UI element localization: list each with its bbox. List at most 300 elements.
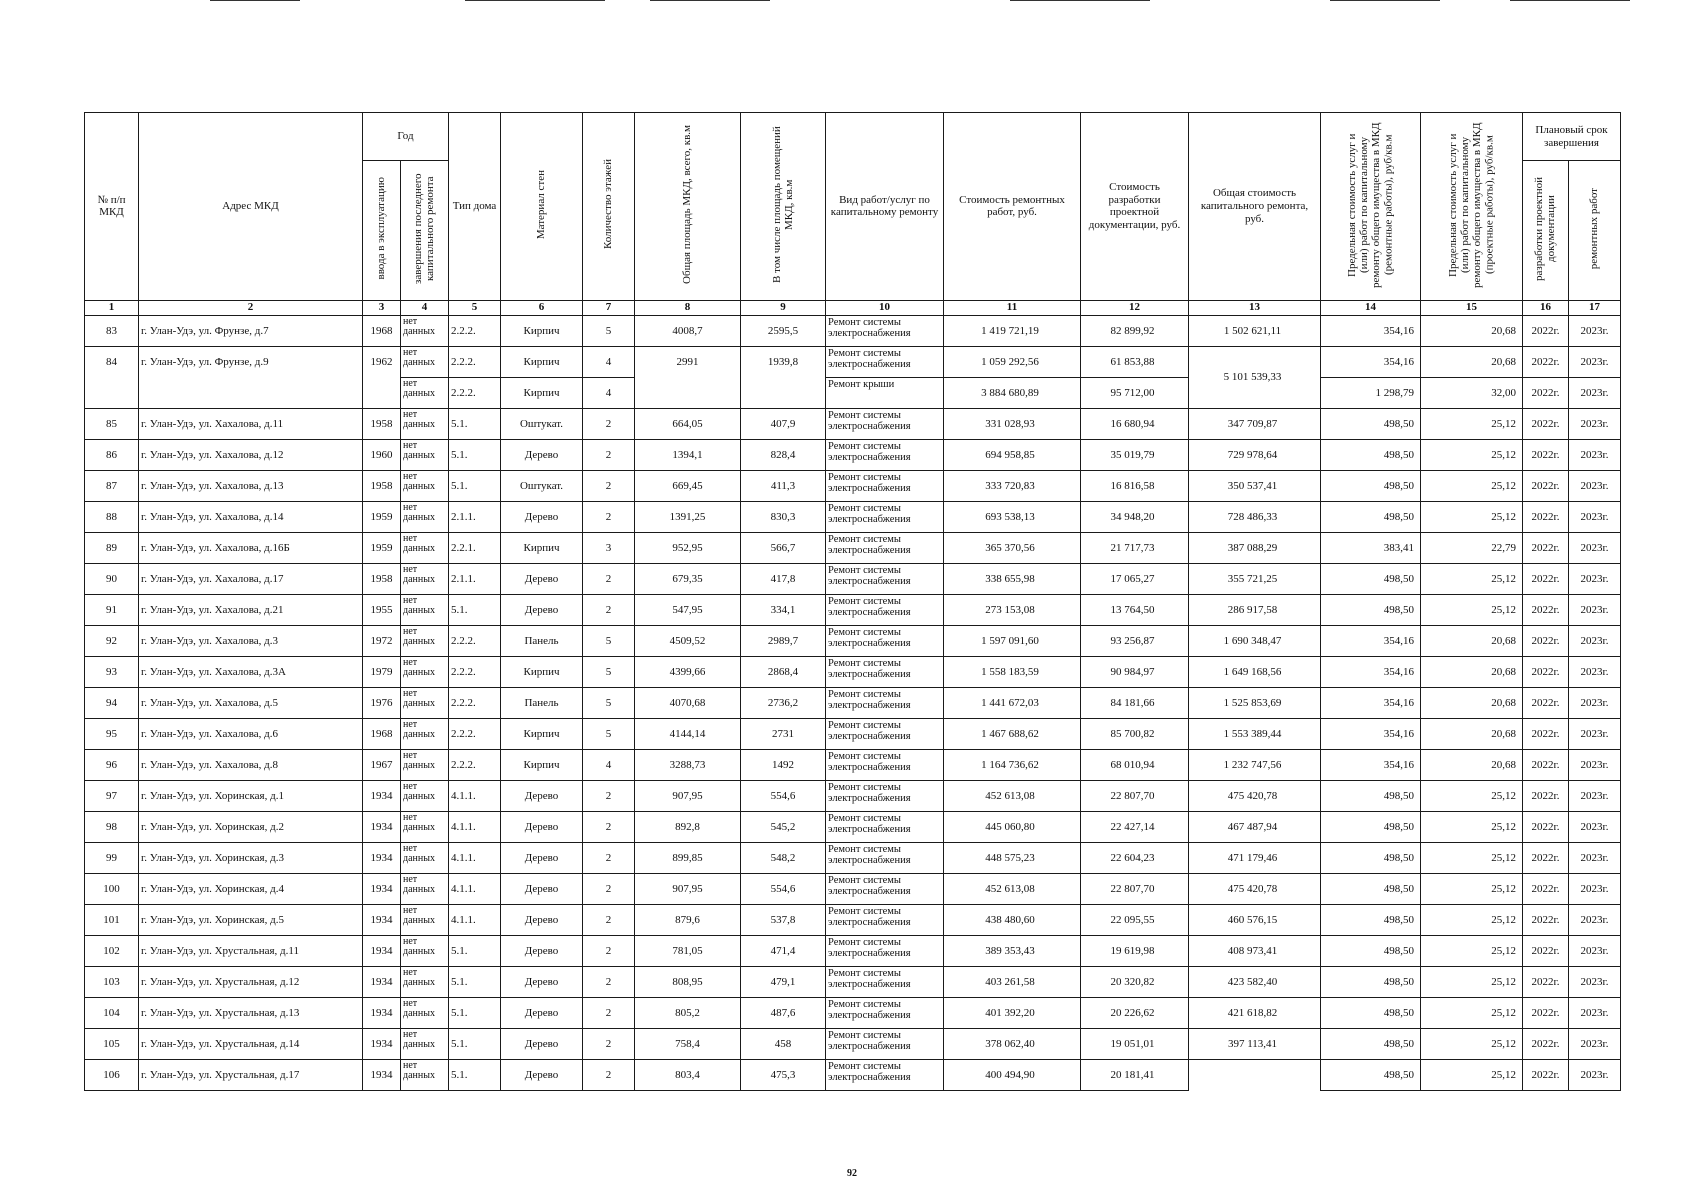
row-address: г. Улан-Удэ, ул. Хоринская, д.5 <box>139 904 363 935</box>
row-work-type: Ремонт системы электроснабжения <box>826 346 944 377</box>
row-wall-material: Дерево <box>501 811 583 842</box>
row-limit-repair: 498,50 <box>1321 594 1421 625</box>
row-limit-design: 25,12 <box>1421 935 1523 966</box>
row-deadline-design: 2022г. <box>1523 563 1569 594</box>
column-number: 14 <box>1321 300 1421 315</box>
row-year-last-repair: нет данных <box>401 470 449 501</box>
row-design-cost: 85 700,82 <box>1081 718 1189 749</box>
row-year-commission: 1960 <box>363 439 401 470</box>
row-design-cost: 22 807,70 <box>1081 873 1189 904</box>
row-work-type: Ремонт системы электроснабжения <box>826 408 944 439</box>
row-year-last-repair: нет данных <box>401 532 449 563</box>
row-year-last-repair: нет данных <box>401 408 449 439</box>
row-year-commission: 1934 <box>363 935 401 966</box>
column-number: 6 <box>501 300 583 315</box>
row-design-cost: 34 948,20 <box>1081 501 1189 532</box>
table-row <box>85 625 1621 656</box>
row-address: г. Улан-Удэ, ул. Хоринская, д.3 <box>139 842 363 873</box>
row-total-area: 4399,66 <box>635 656 741 687</box>
row-total-cost: 347 709,87 <box>1189 408 1321 439</box>
table-row <box>85 904 1621 935</box>
row-address: г. Улан-Удэ, ул. Хахалова, д.14 <box>139 501 363 532</box>
row-limit-design: 32,00 <box>1421 377 1523 408</box>
row-number: 86 <box>85 439 139 470</box>
row-deadline-design: 2022г. <box>1523 873 1569 904</box>
row-floors: 2 <box>583 811 635 842</box>
row-floors: 4 <box>583 377 635 408</box>
row-total-area: 803,4 <box>635 1059 741 1090</box>
row-year-commission: 1958 <box>363 470 401 501</box>
row-year-commission: 1934 <box>363 842 401 873</box>
header-year-group: Год <box>363 113 449 161</box>
column-number: 17 <box>1569 300 1621 315</box>
row-total-area: 664,05 <box>635 408 741 439</box>
row-house-type: 5.1. <box>449 408 501 439</box>
table-row <box>85 346 1621 377</box>
row-repair-cost: 1 558 183,59 <box>944 656 1081 687</box>
row-premises-area: 407,9 <box>741 408 826 439</box>
row-address: г. Улан-Удэ, ул. Хрустальная, д.14 <box>139 1028 363 1059</box>
row-number: 99 <box>85 842 139 873</box>
row-address: г. Улан-Удэ, ул. Хахалова, д.21 <box>139 594 363 625</box>
row-work-type: Ремонт системы электроснабжения <box>826 966 944 997</box>
row-total-area: 3288,73 <box>635 749 741 780</box>
row-wall-material: Кирпич <box>501 718 583 749</box>
row-total-area: 899,85 <box>635 842 741 873</box>
row-house-type: 5.1. <box>449 470 501 501</box>
row-total-cost <box>1189 1059 1321 1090</box>
row-work-type: Ремонт системы электроснабжения <box>826 594 944 625</box>
row-number: 96 <box>85 749 139 780</box>
row-number: 103 <box>85 966 139 997</box>
row-premises-area: 487,6 <box>741 997 826 1028</box>
row-house-type: 5.1. <box>449 966 501 997</box>
row-limit-design: 25,12 <box>1421 811 1523 842</box>
row-total-area: 805,2 <box>635 997 741 1028</box>
row-premises-area: 2736,2 <box>741 687 826 718</box>
row-number: 104 <box>85 997 139 1028</box>
row-total-cost: 350 537,41 <box>1189 470 1321 501</box>
row-deadline-repair: 2023г. <box>1569 346 1621 377</box>
row-address: г. Улан-Удэ, ул. Хрустальная, д.13 <box>139 997 363 1028</box>
row-year-last-repair: нет данных <box>401 904 449 935</box>
row-deadline-design: 2022г. <box>1523 656 1569 687</box>
row-design-cost: 20 320,82 <box>1081 966 1189 997</box>
row-floors: 4 <box>583 346 635 377</box>
row-repair-cost: 338 655,98 <box>944 563 1081 594</box>
row-repair-cost: 445 060,80 <box>944 811 1081 842</box>
row-work-type: Ремонт системы электроснабжения <box>826 501 944 532</box>
row-work-type: Ремонт системы электроснабжения <box>826 656 944 687</box>
row-floors: 5 <box>583 656 635 687</box>
row-limit-design: 20,68 <box>1421 749 1523 780</box>
row-deadline-design: 2022г. <box>1523 842 1569 873</box>
row-design-cost: 68 010,94 <box>1081 749 1189 780</box>
row-total-cost: 408 973,41 <box>1189 935 1321 966</box>
row-total-cost: 387 088,29 <box>1189 532 1321 563</box>
row-year-last-repair: нет данных <box>401 563 449 594</box>
row-number: 85 <box>85 408 139 439</box>
row-total-cost: 1 553 389,44 <box>1189 718 1321 749</box>
row-year-commission: 1968 <box>363 315 401 346</box>
header-deadline-design: разработки проектной документации <box>1523 161 1569 301</box>
row-year-last-repair: нет данных <box>401 780 449 811</box>
row-limit-design: 25,12 <box>1421 997 1523 1028</box>
row-year-last-repair: нет данных <box>401 656 449 687</box>
column-number: 16 <box>1523 300 1569 315</box>
row-design-cost: 95 712,00 <box>1081 377 1189 408</box>
row-wall-material: Дерево <box>501 1059 583 1090</box>
row-wall-material: Дерево <box>501 997 583 1028</box>
row-design-cost: 22 427,14 <box>1081 811 1189 842</box>
row-house-type: 4.1.1. <box>449 842 501 873</box>
row-year-commission: 1959 <box>363 501 401 532</box>
row-deadline-repair: 2023г. <box>1569 532 1621 563</box>
row-total-area: 4008,7 <box>635 315 741 346</box>
row-limit-design: 25,12 <box>1421 780 1523 811</box>
row-number: 92 <box>85 625 139 656</box>
row-premises-area: 1939,8 <box>741 346 826 377</box>
table-row <box>85 594 1621 625</box>
row-wall-material: Дерево <box>501 966 583 997</box>
row-wall-material: Кирпич <box>501 346 583 377</box>
row-deadline-design: 2022г. <box>1523 501 1569 532</box>
header-deadline-group: Плановый срок завершения <box>1523 113 1621 161</box>
row-total-cost: 5 101 539,33 <box>1189 346 1321 408</box>
row-address: г. Улан-Удэ, ул. Хахалова, д.16Б <box>139 532 363 563</box>
row-house-type: 2.2.2. <box>449 656 501 687</box>
row-repair-cost: 693 538,13 <box>944 501 1081 532</box>
row-total-cost: 397 113,41 <box>1189 1028 1321 1059</box>
header-year-commission: ввода в эксплуатацию <box>363 161 401 301</box>
row-premises-area: 537,8 <box>741 904 826 935</box>
row-repair-cost: 452 613,08 <box>944 873 1081 904</box>
row-deadline-design: 2022г. <box>1523 935 1569 966</box>
row-house-type: 5.1. <box>449 1028 501 1059</box>
row-year-commission: 1958 <box>363 563 401 594</box>
table-row <box>85 966 1621 997</box>
row-year-commission: 1958 <box>363 408 401 439</box>
row-wall-material: Дерево <box>501 873 583 904</box>
row-design-cost: 13 764,50 <box>1081 594 1189 625</box>
header-repair-cost: Стоимость ремонтных работ, руб. <box>944 113 1081 301</box>
row-year-commission: 1959 <box>363 532 401 563</box>
row-design-cost: 82 899,92 <box>1081 315 1189 346</box>
column-number: 3 <box>363 300 401 315</box>
row-repair-cost: 1 059 292,56 <box>944 346 1081 377</box>
row-year-last-repair: нет данных <box>401 501 449 532</box>
row-number: 94 <box>85 687 139 718</box>
table-row <box>85 532 1621 563</box>
table-row <box>85 470 1621 501</box>
row-limit-design: 25,12 <box>1421 594 1523 625</box>
row-address: г. Улан-Удэ, ул. Хахалова, д.17 <box>139 563 363 594</box>
row-premises-area: 554,6 <box>741 780 826 811</box>
row-address: г. Улан-Удэ, ул. Хахалова, д.5 <box>139 687 363 718</box>
row-limit-design: 25,12 <box>1421 1028 1523 1059</box>
row-floors: 2 <box>583 842 635 873</box>
row-address: г. Улан-Удэ, ул. Хрустальная, д.17 <box>139 1059 363 1090</box>
row-deadline-repair: 2023г. <box>1569 997 1621 1028</box>
row-house-type: 2.2.2. <box>449 315 501 346</box>
row-total-area: 892,8 <box>635 811 741 842</box>
table-header <box>85 113 1621 316</box>
row-repair-cost: 3 884 680,89 <box>944 377 1081 408</box>
table-row <box>85 842 1621 873</box>
row-year-last-repair: нет данных <box>401 935 449 966</box>
row-year-last-repair: нет данных <box>401 873 449 904</box>
row-limit-repair: 498,50 <box>1321 501 1421 532</box>
row-floors: 2 <box>583 408 635 439</box>
row-deadline-design: 2022г. <box>1523 594 1569 625</box>
row-work-type: Ремонт системы электроснабжения <box>826 749 944 780</box>
row-total-cost: 1 502 621,11 <box>1189 315 1321 346</box>
row-total-area: 907,95 <box>635 780 741 811</box>
row-deadline-repair: 2023г. <box>1569 718 1621 749</box>
row-house-type: 2.2.2. <box>449 346 501 377</box>
row-premises-area: 545,2 <box>741 811 826 842</box>
row-limit-design: 20,68 <box>1421 625 1523 656</box>
row-year-last-repair: нет данных <box>401 1028 449 1059</box>
row-premises-area: 830,3 <box>741 501 826 532</box>
row-total-area: 907,95 <box>635 873 741 904</box>
row-repair-cost: 365 370,56 <box>944 532 1081 563</box>
row-number: 105 <box>85 1028 139 1059</box>
row-work-type: Ремонт системы электроснабжения <box>826 532 944 563</box>
row-floors: 2 <box>583 1059 635 1090</box>
row-total-cost: 355 721,25 <box>1189 563 1321 594</box>
row-design-cost: 17 065,27 <box>1081 563 1189 594</box>
table-row <box>85 377 1621 408</box>
row-limit-repair: 354,16 <box>1321 625 1421 656</box>
header-address: Адрес МКД <box>139 113 363 301</box>
row-limit-design: 25,12 <box>1421 563 1523 594</box>
row-house-type: 5.1. <box>449 594 501 625</box>
row-repair-cost: 438 480,60 <box>944 904 1081 935</box>
row-address <box>139 377 363 408</box>
column-number: 10 <box>826 300 944 315</box>
row-house-type: 2.1.1. <box>449 563 501 594</box>
row-deadline-repair: 2023г. <box>1569 1028 1621 1059</box>
row-design-cost: 22 095,55 <box>1081 904 1189 935</box>
row-floors: 5 <box>583 315 635 346</box>
table-row <box>85 408 1621 439</box>
row-year-last-repair: нет данных <box>401 1059 449 1090</box>
row-premises-area: 2595,5 <box>741 315 826 346</box>
row-premises-area: 566,7 <box>741 532 826 563</box>
row-deadline-design: 2022г. <box>1523 470 1569 501</box>
row-total-cost: 460 576,15 <box>1189 904 1321 935</box>
table-row <box>85 997 1621 1028</box>
row-house-type: 2.2.2. <box>449 718 501 749</box>
row-total-area: 4070,68 <box>635 687 741 718</box>
row-deadline-repair: 2023г. <box>1569 408 1621 439</box>
row-floors: 2 <box>583 1028 635 1059</box>
row-total-cost: 471 179,46 <box>1189 842 1321 873</box>
row-wall-material: Кирпич <box>501 656 583 687</box>
row-limit-design: 25,12 <box>1421 1059 1523 1090</box>
row-number: 106 <box>85 1059 139 1090</box>
row-limit-repair: 1 298,79 <box>1321 377 1421 408</box>
row-limit-design: 25,12 <box>1421 904 1523 935</box>
column-number: 7 <box>583 300 635 315</box>
row-floors: 2 <box>583 439 635 470</box>
header-premises-area: В том числе площадь помещений МКД, кв.м <box>741 113 826 301</box>
row-deadline-repair: 2023г. <box>1569 377 1621 408</box>
row-work-type: Ремонт системы электроснабжения <box>826 563 944 594</box>
row-limit-repair: 354,16 <box>1321 315 1421 346</box>
row-number: 98 <box>85 811 139 842</box>
row-year-commission: 1934 <box>363 1059 401 1090</box>
row-number <box>85 377 139 408</box>
row-premises-area: 479,1 <box>741 966 826 997</box>
row-work-type: Ремонт системы электроснабжения <box>826 315 944 346</box>
header-column-numbers <box>85 300 1621 315</box>
row-year-last-repair: нет данных <box>401 377 449 408</box>
row-premises-area: 471,4 <box>741 935 826 966</box>
header-deadline-repair: ремонтных работ <box>1569 161 1621 301</box>
column-number: 11 <box>944 300 1081 315</box>
row-design-cost: 20 181,41 <box>1081 1059 1189 1090</box>
row-design-cost: 90 984,97 <box>1081 656 1189 687</box>
row-repair-cost: 1 467 688,62 <box>944 718 1081 749</box>
row-floors: 5 <box>583 625 635 656</box>
row-repair-cost: 1 164 736,62 <box>944 749 1081 780</box>
row-deadline-repair: 2023г. <box>1569 470 1621 501</box>
row-design-cost: 22 807,70 <box>1081 780 1189 811</box>
row-limit-repair: 498,50 <box>1321 1059 1421 1090</box>
row-deadline-design: 2022г. <box>1523 997 1569 1028</box>
row-deadline-design: 2022г. <box>1523 532 1569 563</box>
row-premises-area: 458 <box>741 1028 826 1059</box>
row-limit-repair: 498,50 <box>1321 842 1421 873</box>
row-deadline-repair: 2023г. <box>1569 966 1621 997</box>
row-house-type: 5.1. <box>449 997 501 1028</box>
row-number: 102 <box>85 935 139 966</box>
row-deadline-repair: 2023г. <box>1569 625 1621 656</box>
row-address: г. Улан-Удэ, ул. Хахалова, д.3А <box>139 656 363 687</box>
row-year-commission: 1962 <box>363 346 401 377</box>
header-total-cost: Общая стоимость капитального ремонта, руб. <box>1189 113 1321 301</box>
row-floors: 5 <box>583 687 635 718</box>
row-deadline-design: 2022г. <box>1523 377 1569 408</box>
row-repair-cost: 448 575,23 <box>944 842 1081 873</box>
row-total-cost: 286 917,58 <box>1189 594 1321 625</box>
row-total-cost: 1 232 747,56 <box>1189 749 1321 780</box>
row-number: 87 <box>85 470 139 501</box>
row-number: 100 <box>85 873 139 904</box>
row-wall-material: Кирпич <box>501 532 583 563</box>
row-year-commission: 1934 <box>363 904 401 935</box>
row-house-type: 4.1.1. <box>449 811 501 842</box>
row-year-commission: 1967 <box>363 749 401 780</box>
row-work-type: Ремонт системы электроснабжения <box>826 1028 944 1059</box>
row-design-cost: 16 680,94 <box>1081 408 1189 439</box>
row-total-cost: 1 690 348,47 <box>1189 625 1321 656</box>
row-total-cost: 1 649 168,56 <box>1189 656 1321 687</box>
row-address: г. Улан-Удэ, ул. Хахалова, д.3 <box>139 625 363 656</box>
row-work-type: Ремонт системы электроснабжения <box>826 1059 944 1090</box>
row-work-type: Ремонт системы электроснабжения <box>826 687 944 718</box>
row-deadline-repair: 2023г. <box>1569 842 1621 873</box>
row-wall-material: Оштукат. <box>501 408 583 439</box>
header-floors: Количество этажей <box>583 113 635 301</box>
table-row <box>85 873 1621 904</box>
row-number: 84 <box>85 346 139 377</box>
row-wall-material: Дерево <box>501 780 583 811</box>
row-year-commission: 1934 <box>363 997 401 1028</box>
row-premises-area <box>741 377 826 408</box>
row-work-type: Ремонт крыши <box>826 377 944 408</box>
row-repair-cost: 389 353,43 <box>944 935 1081 966</box>
row-wall-material: Дерево <box>501 594 583 625</box>
row-house-type: 4.1.1. <box>449 780 501 811</box>
row-limit-repair: 498,50 <box>1321 811 1421 842</box>
row-limit-design: 25,12 <box>1421 470 1523 501</box>
row-limit-design: 25,12 <box>1421 842 1523 873</box>
row-year-last-repair: нет данных <box>401 625 449 656</box>
row-year-last-repair: нет данных <box>401 718 449 749</box>
row-total-cost: 729 978,64 <box>1189 439 1321 470</box>
row-design-cost: 93 256,87 <box>1081 625 1189 656</box>
row-total-area: 669,45 <box>635 470 741 501</box>
header-num: № п/п МКД <box>85 113 139 301</box>
row-premises-area: 2731 <box>741 718 826 749</box>
row-repair-cost: 694 958,85 <box>944 439 1081 470</box>
row-address: г. Улан-Удэ, ул. Хоринская, д.4 <box>139 873 363 904</box>
row-design-cost: 19 619,98 <box>1081 935 1189 966</box>
row-repair-cost: 378 062,40 <box>944 1028 1081 1059</box>
table-row <box>85 1028 1621 1059</box>
row-deadline-repair: 2023г. <box>1569 501 1621 532</box>
row-house-type: 4.1.1. <box>449 904 501 935</box>
row-work-type: Ремонт системы электроснабжения <box>826 780 944 811</box>
row-year-commission: 1934 <box>363 873 401 904</box>
column-number: 2 <box>139 300 363 315</box>
row-wall-material: Дерево <box>501 1028 583 1059</box>
column-number: 4 <box>401 300 449 315</box>
row-design-cost: 22 604,23 <box>1081 842 1189 873</box>
row-house-type: 2.1.1. <box>449 501 501 532</box>
row-deadline-design: 2022г. <box>1523 904 1569 935</box>
row-wall-material: Дерево <box>501 501 583 532</box>
row-deadline-repair: 2023г. <box>1569 749 1621 780</box>
row-total-area: 2991 <box>635 346 741 377</box>
column-number: 5 <box>449 300 501 315</box>
row-floors: 2 <box>583 780 635 811</box>
row-repair-cost: 403 261,58 <box>944 966 1081 997</box>
column-number: 12 <box>1081 300 1189 315</box>
row-address: г. Улан-Удэ, ул. Хахалова, д.11 <box>139 408 363 439</box>
row-year-commission: 1934 <box>363 966 401 997</box>
row-year-commission: 1934 <box>363 811 401 842</box>
row-floors: 2 <box>583 563 635 594</box>
row-house-type: 2.2.2. <box>449 687 501 718</box>
row-total-area: 781,05 <box>635 935 741 966</box>
row-house-type: 5.1. <box>449 1059 501 1090</box>
row-design-cost: 61 853,88 <box>1081 346 1189 377</box>
row-deadline-repair: 2023г. <box>1569 1059 1621 1090</box>
row-house-type: 2.2.2. <box>449 377 501 408</box>
row-design-cost: 19 051,01 <box>1081 1028 1189 1059</box>
row-year-commission: 1972 <box>363 625 401 656</box>
row-premises-area: 417,8 <box>741 563 826 594</box>
row-limit-design: 20,68 <box>1421 718 1523 749</box>
row-year-last-repair: нет данных <box>401 346 449 377</box>
row-floors: 2 <box>583 904 635 935</box>
row-address: г. Улан-Удэ, ул. Хоринская, д.1 <box>139 780 363 811</box>
row-wall-material: Дерево <box>501 842 583 873</box>
